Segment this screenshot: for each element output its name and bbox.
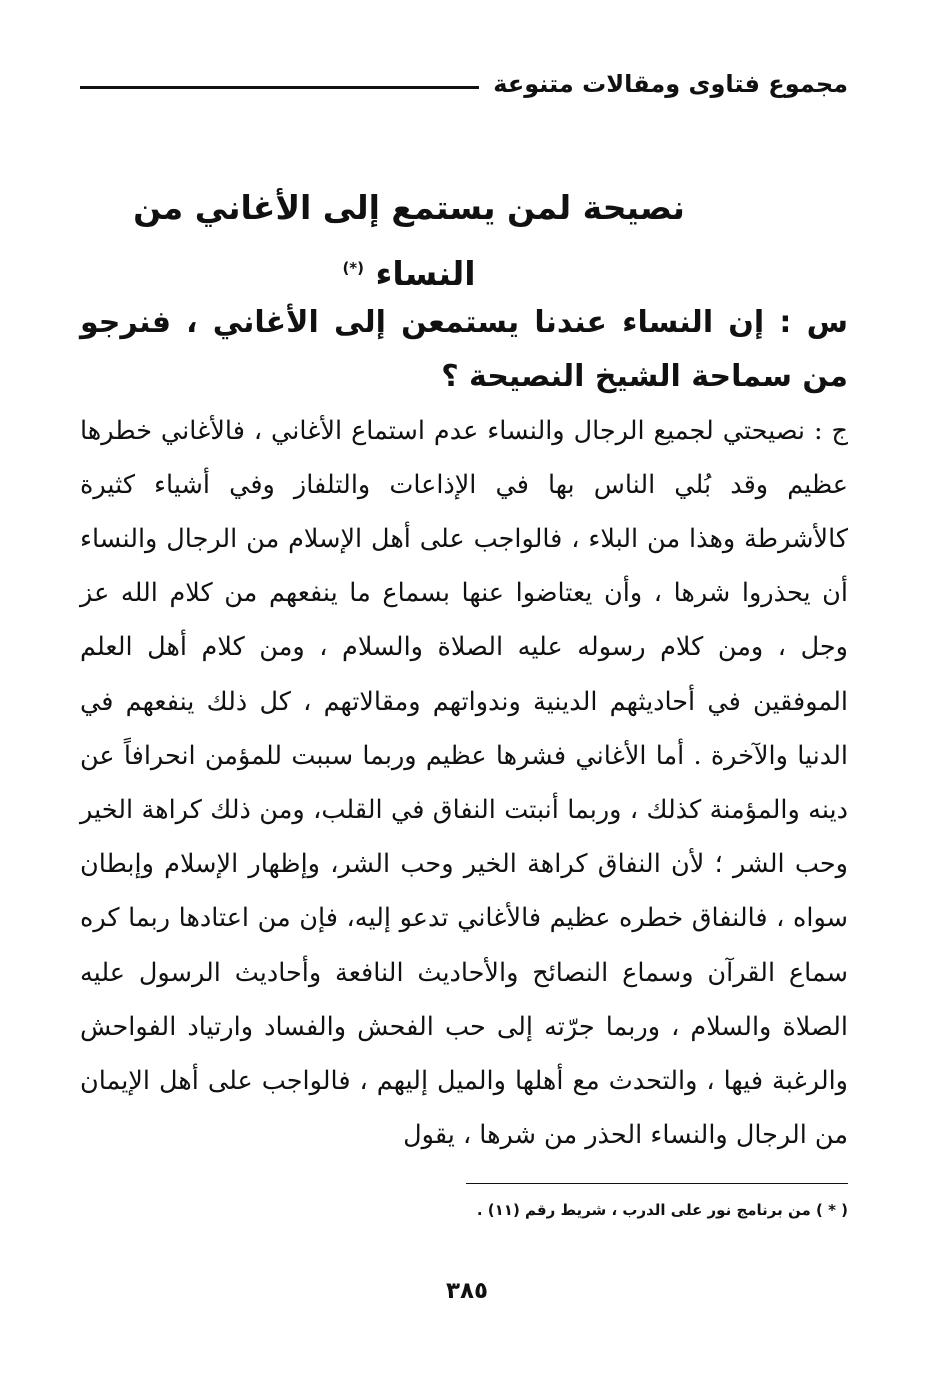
article-title: نصيحة لمن يستمع إلى الأغاني من النساء	[133, 188, 685, 293]
footnote-marker: (*)	[342, 259, 365, 277]
article-title-block	[84, 178, 844, 304]
book-title: مجموع فتاوى ومقالات متنوعة	[493, 70, 848, 98]
question-paragraph: س : إن النساء عندنا يستمعن إلى الأغاني ، فنرجو من سماحة الشيخ النصيحة ؟	[80, 305, 848, 394]
header-rule	[80, 86, 479, 89]
footnote: ( * ) من برنامج نور على الدرب ، شريط رقم (١١) .	[476, 1201, 848, 1219]
footnote-rule	[466, 1183, 848, 1184]
answer-paragraph: ج : نصيحتي لجميع الرجال والنساء عدم استماع الأغاني ، فالأغاني خطرها عظيم وقد بُلي الناس بها في الإذاعات والتلفاز وفي أشياء كثيرة كالأشرطة وهذا من البلاء ، فالواجب على أهل الإسلام من الرجال والنساء أن يحذروا شرها ، وأن يعتاضوا عنها بسماع ما ينفعهم من كلام الله عز وجل ، ومن كلام رسوله عليه الصلاة والسلام ، ومن كلام أهل العلم الموفقين في أحاديثهم الدينية وندواتهم ومقالاتهم ، كل ذلك ينفعهم في الدنيا والآخرة . أما الأغاني فشرها عظيم وربما سببت للمؤمن انحرافاً عن دينه والمؤمنة كذلك ، وربما أنبتت النفاق في القلب، ومن ذلك كراهة الخير وحب الشر ؛ لأن النفاق كراهة الخير وحب الشر، وإظهار الإسلام وإبطان سواه ، فالنفاق خطره عظيم فالأغاني تدعو إليه، فإن من اعتادها ربما كره سماع القرآن وسماع النصائح والأحاديث النافعة وأحاديث الرسول عليه الصلاة والسلام ، وربما جرّته إلى حب الفحش والفساد وارتياد الفواحش والرغبة فيها ، والتحدث مع أهلها والميل إليهم ، فالواجب على أهل الإيمان من الرجال والنساء الحذر من شرها ، يقول	[80, 415, 848, 1151]
running-header	[80, 62, 848, 106]
page-number: ٣٨٥	[445, 1278, 489, 1304]
